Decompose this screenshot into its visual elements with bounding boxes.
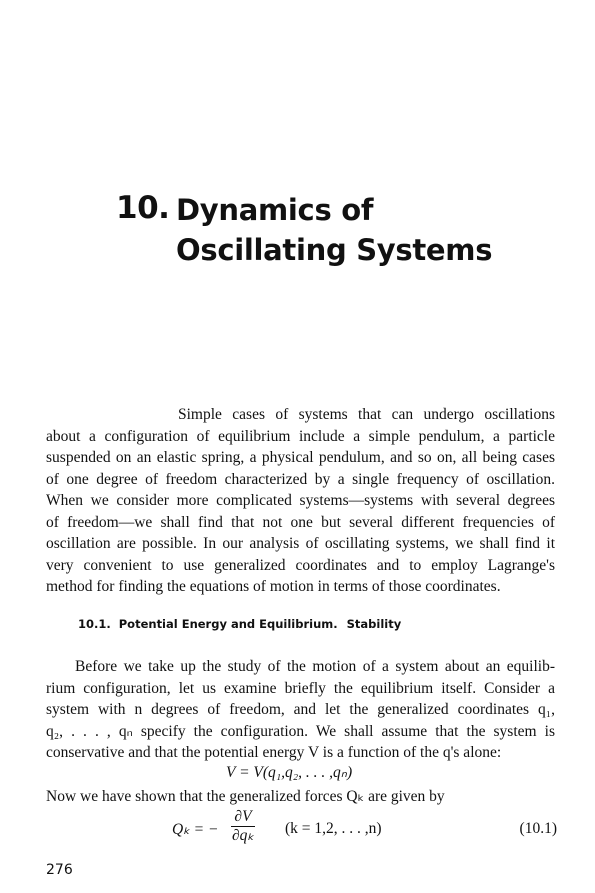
section-number: 10.1. [78, 617, 111, 631]
page-number: 276 [46, 862, 73, 878]
text-line: Before we take up the study of the motion of a system about an equilib- [75, 658, 555, 675]
chapter-title [176, 190, 492, 270]
text-line: suspended on an elastic spring, a physical pendulum, and so on, all being cases [46, 449, 555, 466]
text-line: system with n degrees of freedom, and let the generalized coordinates q₁, [46, 701, 555, 718]
chapter-title-line: Dynamics of [176, 193, 374, 227]
equation-number: (10.1) [519, 820, 557, 837]
text-line: of one degree of freedom characterized by a single frequency of oscillation. [46, 470, 555, 488]
text-line: rium configuration, let us examine briefly the equilibrium itself. Consider a [46, 679, 555, 697]
fraction-numerator: ∂V [234, 808, 252, 825]
equation-lhs: Qₖ = − [172, 821, 219, 838]
equation-10-1 [172, 808, 557, 848]
text-line: q₂, . . . , qₙ specify the configuration. We shall assume that the system is [46, 722, 555, 740]
body-paragraph [46, 656, 555, 764]
equation-condition: (k = 1,2, . . . ,n) [285, 820, 382, 837]
text-line: method for finding the equations of motion in terms of those coordinates. [46, 578, 501, 595]
text-line: Now we have shown that the generalized forces Qₖ are given by [46, 788, 445, 805]
section-title: Potential Energy and Equilibrium. [118, 617, 338, 631]
text-line: oscillation are possible. In our analysis of oscillating systems, we shall find it [46, 535, 555, 552]
fraction-denominator: ∂qₖ [231, 827, 254, 844]
body-paragraph-2 [46, 786, 555, 808]
text-line: very convenient to use generalized coordinates and to employ Lagrange's [46, 556, 555, 574]
chapter-number: 10. [116, 190, 170, 226]
section-title-2: Stability [346, 617, 402, 631]
text-line: Simple cases of systems that can undergo oscillations [178, 406, 555, 423]
text-line: When we consider more complicated systems—systems with several degrees [46, 492, 555, 509]
text-line: about a configuration of equilibrium include a simple pendulum, a particle [46, 427, 555, 445]
intro-paragraph [46, 404, 555, 598]
section-heading [78, 617, 401, 631]
equation-potential: V = V(q₁,q₂, . . . ,qₙ) [226, 764, 353, 781]
equation-fraction [230, 808, 256, 845]
text-line: conservative and that the potential energy V is a function of the q's alone: [46, 744, 502, 761]
text-line: of freedom—we shall find that not one but several different frequencies of [46, 513, 555, 531]
chapter-title-line: Oscillating Systems [176, 233, 493, 267]
